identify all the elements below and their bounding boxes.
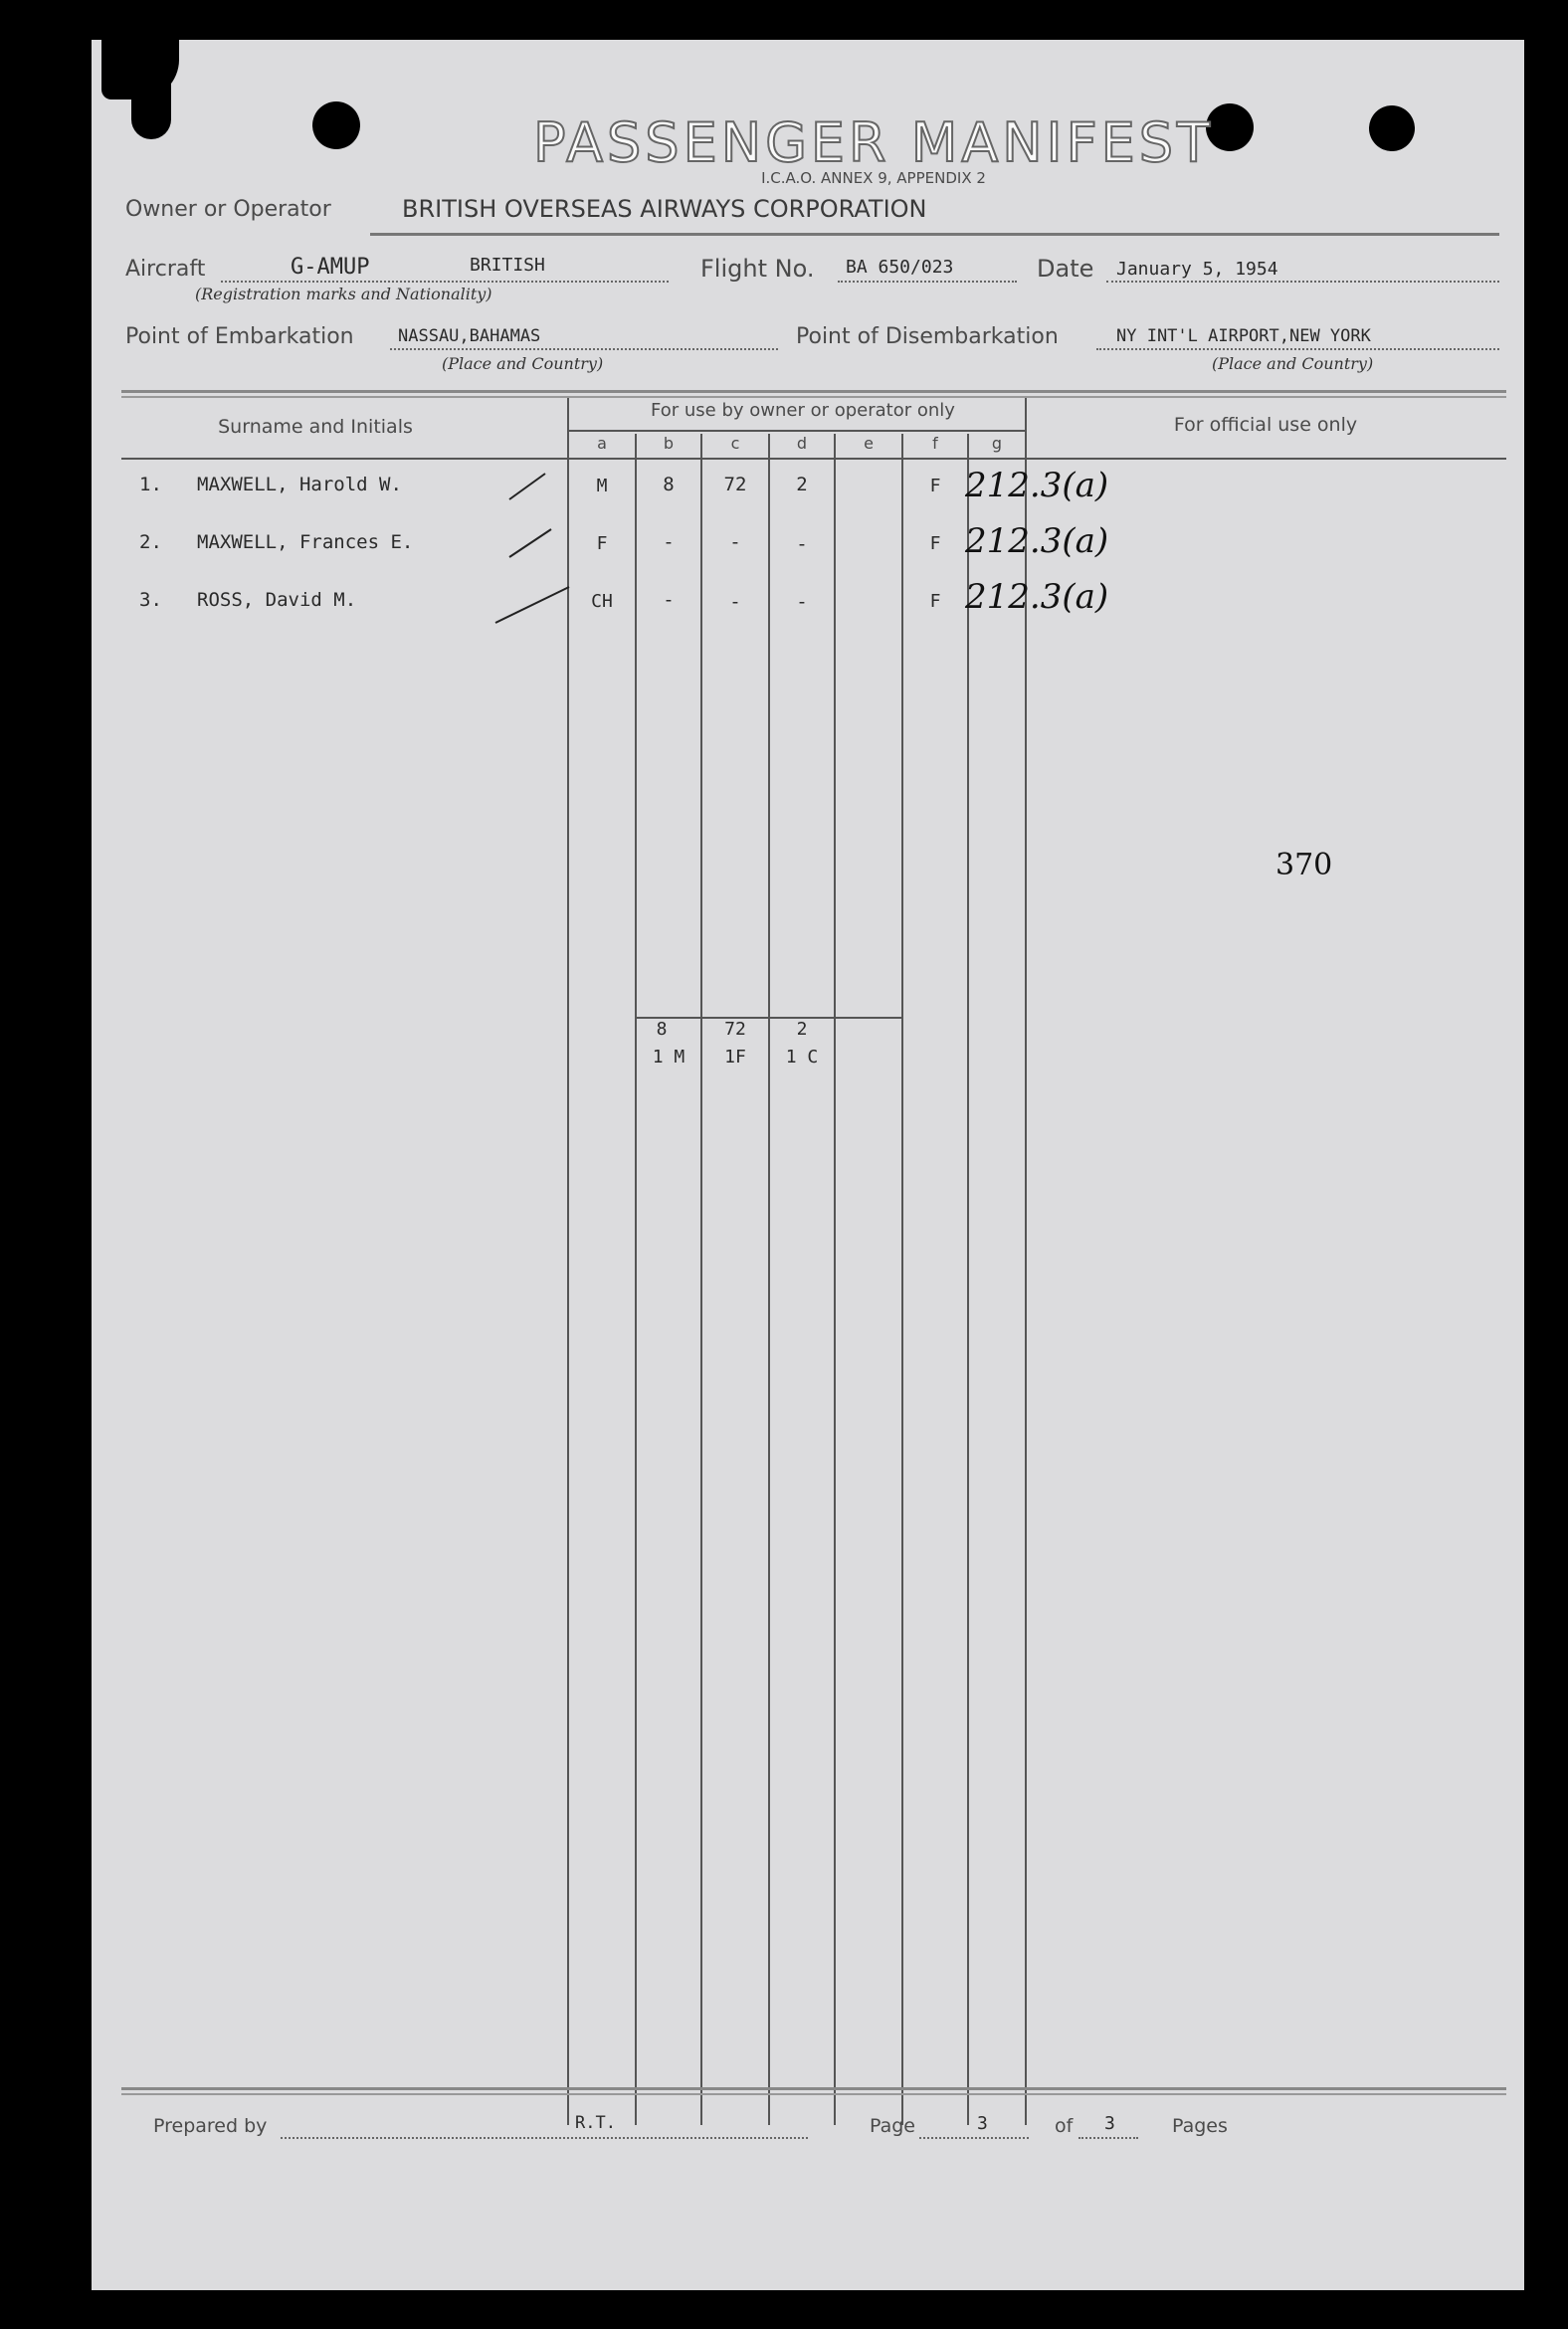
owner-header-rule: [569, 430, 1025, 432]
stamp-number: 370: [1275, 848, 1333, 882]
column-letter-b: b: [663, 434, 675, 453]
row-2-name: MAXWELL, Frances E.: [197, 531, 414, 553]
column-letter-rule: [121, 458, 1506, 460]
col-line-1: [635, 434, 637, 2125]
prepared-by-value: R.T.: [575, 2113, 616, 2133]
row-2-check-mark-icon: [509, 529, 551, 557]
col-line-7: [1025, 398, 1027, 2125]
row-3-check-mark-icon: [495, 587, 569, 623]
row-2-f: F: [929, 533, 941, 554]
aircraft-line: [221, 281, 669, 283]
official-use-header: For official use only: [1173, 414, 1358, 436]
row-1-f: F: [929, 476, 941, 496]
aircraft-label: Aircraft: [125, 257, 206, 282]
table-top-rule-2: [121, 396, 1506, 398]
row-2-c: -: [729, 531, 741, 553]
page-label: Page: [870, 2115, 915, 2137]
column-letter-a: a: [597, 434, 607, 453]
row-3-b: -: [663, 589, 675, 611]
flight-value: BA 650/023: [846, 257, 954, 278]
total-b-top: 8: [656, 1019, 668, 1040]
row-1-c: 72: [723, 474, 747, 495]
column-letter-d: d: [796, 434, 808, 453]
row-2-number: 2.: [139, 531, 162, 553]
row-3-g: 212.3(a): [965, 577, 1109, 617]
owner-use-header: For use by owner or operator only: [651, 400, 955, 421]
row-1-d: 2: [796, 474, 808, 495]
torn-corner-2: [131, 80, 171, 139]
col-line-4: [834, 434, 836, 2125]
aircraft-nationality: BRITISH: [470, 255, 545, 276]
disembark-label: Point of Disembarkation: [796, 324, 1059, 349]
of-line: [1078, 2137, 1138, 2139]
row-1-b: 8: [663, 474, 675, 495]
col-line-0: [567, 398, 569, 2125]
row-3-number: 3.: [139, 589, 162, 611]
date-line: [1106, 281, 1499, 283]
page-line: [919, 2137, 1029, 2139]
form-title: PASSENGER MANIFEST: [532, 111, 1215, 174]
row-check-marks: [470, 458, 599, 657]
row-3-f: F: [929, 591, 941, 612]
aircraft-reg: G-AMUP: [291, 255, 370, 280]
date-label: Date: [1037, 255, 1094, 283]
table-bottom-rule-2: [121, 2093, 1506, 2095]
row-2-d: -: [796, 533, 808, 555]
column-letter-g: g: [991, 434, 1003, 453]
col-line-5: [901, 434, 903, 2125]
disembark-line: [1096, 348, 1499, 350]
page-value: 3: [977, 2113, 988, 2134]
aircraft-caption: (Registration marks and Nationality): [195, 285, 492, 303]
column-letter-e: e: [864, 434, 874, 453]
column-letter-c: c: [730, 434, 740, 453]
pages-label: Pages: [1172, 2115, 1228, 2137]
embark-value: NASSAU,BAHAMAS: [398, 326, 541, 346]
row-1-check-mark-icon: [509, 474, 545, 499]
col-line-3: [768, 434, 770, 2125]
header-rule: [370, 233, 1499, 236]
prepared-by-line: [281, 2137, 808, 2139]
prepared-by-label: Prepared by: [153, 2115, 268, 2137]
of-value: 3: [1104, 2113, 1115, 2134]
punch-hole-right-2: [1369, 105, 1415, 151]
punch-hole-left: [312, 101, 360, 149]
table-bottom-rule: [121, 2087, 1506, 2090]
embark-caption: (Place and Country): [442, 354, 604, 373]
date-value: January 5, 1954: [1116, 259, 1278, 280]
total-d-bottom: 1 C: [785, 1047, 819, 1067]
row-1-number: 1.: [139, 474, 162, 495]
row-3-d: -: [796, 591, 808, 613]
name-column-header: Surname and Initials: [218, 416, 413, 438]
flight-label: Flight No.: [700, 255, 815, 283]
row-1-name: MAXWELL, Harold W.: [197, 474, 402, 495]
row-3-a: CH: [591, 591, 613, 612]
embark-line: [390, 348, 778, 350]
flight-line: [838, 281, 1017, 283]
table-top-rule: [121, 390, 1506, 393]
total-b-bottom: 1 M: [652, 1047, 686, 1067]
row-2-b: -: [663, 531, 675, 553]
manifest-page: [92, 40, 1524, 2290]
column-letter-f: f: [932, 434, 938, 453]
row-2-g: 212.3(a): [965, 521, 1109, 561]
total-c-top: 72: [724, 1019, 746, 1040]
owner-value: BRITISH OVERSEAS AIRWAYS CORPORATION: [402, 195, 927, 223]
row-3-c: -: [729, 591, 741, 613]
total-c-bottom: 1F: [724, 1047, 746, 1067]
col-line-6: [967, 434, 969, 2125]
of-label: of: [1055, 2115, 1074, 2137]
disembark-value: NY INT'L AIRPORT,NEW YORK: [1116, 326, 1371, 346]
row-3-name: ROSS, David M.: [197, 589, 357, 611]
embark-label: Point of Embarkation: [125, 324, 354, 349]
form-subtitle: I.C.A.O. ANNEX 9, APPENDIX 2: [761, 169, 986, 187]
row-1-a: M: [596, 476, 608, 496]
disembark-caption: (Place and Country): [1212, 354, 1374, 373]
row-2-a: F: [596, 533, 608, 554]
total-d-top: 2: [796, 1019, 808, 1040]
owner-label: Owner or Operator: [125, 197, 331, 222]
col-line-2: [700, 434, 702, 2125]
row-1-g: 212.3(a): [965, 466, 1109, 505]
